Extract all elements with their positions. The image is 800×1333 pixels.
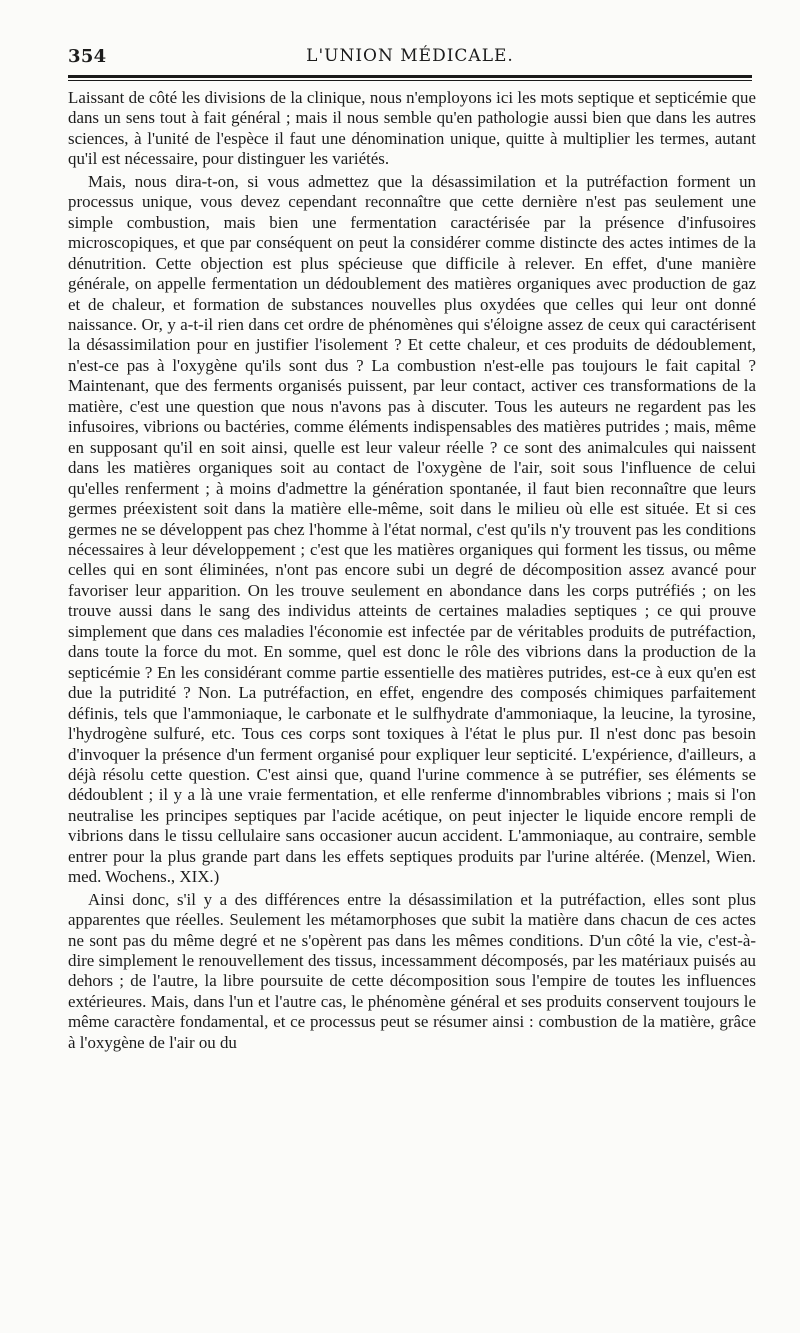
header-rule-thick <box>68 75 752 78</box>
page-header <box>68 44 752 78</box>
paragraph-2: Mais, nous dira-t-on, si vous admettez que la désassimilation et la putréfaction forment un processus unique, vous devez cependant reconnaître que cette dernière n'est pas seulement une simple combustion, mais bien une fermentation caractérisée par la présence d'infusoires microscopiques, et que par conséquent on peut la considérer comme distincte des actes intimes de la dénutrition. Cette objection est plus spécieuse que difficile à relever. En effet, d'une manière générale, on appelle fermentation un dédoublement des matières organiques avec production de gaz et de chaleur, et formation de substances nouvelles plus oxydées que celles qui leur ont donné naissance. Or, y a-t-il rien dans cet ordre de phénomènes qui s'éloigne assez de ceux qui caractérisent la désassimilation pour en justifier l'isolement ? Et cette chaleur, et ces produits de dédoublement, n'est-ce pas à l'oxygène qu'ils sont dus ? La combustion n'est-elle pas toujours le fait capital ? Maintenant, que des ferments organisés puissent, par leur contact, activer ces transformations de la matière, c'est une question que nous n'avons pas à discuter. Tous les auteurs ne regardent pas les infusoires, vibrions ou bactéries, comme éléments indispensables des matières putrides ; mais, même en supposant qu'il en soit ainsi, quelle est leur valeur réelle ? ce sont des animalcules qui naissent dans les matières organiques soit au contact de l'oxygène de l'air, soit sous l'influence de celui qu'elles renferment ; à moins d'admettre la génération spontanée, il faut bien reconnaître que leurs germes préexistent soit dans la matière elle-même, soit dans le milieu où elle est située. Et si ces germes ne se développent pas chez l'homme à l'état normal, c'est qu'ils n'y trouvent pas les conditions nécessaires à leur développement ; c'est que les matières organiques qui forment les tissus, ou même celles qui en sont éliminées, n'ont pas encore subi un degré de décomposition assez avancé pour favoriser leur apparition. On les trouve seulement en abondance dans les corps putréfiés ; on les trouve aussi dans le sang des individus atteints de certaines maladies septiques ; ce qui prouve simplement que dans ces maladies l'économie est infectée par de véritables produits de putréfaction, dans toute la force du mot. En somme, quel est donc le rôle des vibrions dans la production de la septicémie ? En les considérant comme partie essentielle des matières putrides, est-ce à eux qu'en est due la putridité ? Non. La putréfaction, en effet, engendre des composés chimiques parfaitement définis, tels que l'ammoniaque, le carbonate et le sulfhydrate d'ammoniaque, la leucine, la tyrosine, l'hydrogène sulfuré, etc. Tous ces corps sont toxiques à l'état le plus pur. Il n'est donc pas besoin d'invoquer la présence d'un ferment organisé pour expliquer leur septicité. L'expérience, d'ailleurs, a déjà résolu cette question. C'est ainsi que, quand l'urine commence à se putréfier, ses éléments se dédoublent ; il y a là une vraie fermentation, et elle renferme d'innombrables vibrions ; mais si l'on neutralise les principes septiques par l'acide acétique, on peut injecter le liquide encore rempli de vibrions dans le tissu cellulaire sans occasioner aucun accident. L'ammoniaque, au contraire, semble entrer pour la plus grande part dans les effets septiques produits par l'urine altérée. (Menzel, Wien. med. Wochens., XIX.) <box>68 171 756 887</box>
paragraph-3: Ainsi donc, s'il y a des différences entre la désassimilation et la putréfaction, elles sont plus apparentes que réelles. Seulement les métamorphoses que subit la matière dans chacun de ces actes ne sont pas du même degré et ne s'opèrent pas dans les mêmes conditions. D'un côté la vie, c'est-à-dire simplement le renouvellement des tissus, incessamment décomposés, par les matériaux puisés au dehors ; de l'autre, la libre poursuite de cette décomposition sous l'empire de toutes les influences extérieures. Mais, dans l'un et l'autre cas, le phénomène général et ses produits conservent toujours le même caractère fondamental, et ce processus peut se résumer ainsi : combustion de la matière, grâce à l'oxygène de l'air ou du <box>68 889 756 1052</box>
page-number: 354 <box>68 46 107 67</box>
paragraph-1: Laissant de côté les divisions de la clinique, nous n'employons ici les mots septique et septicémie que dans un sens tout à fait général ; mais il nous semble qu'en pathologie aussi bien que dans les autres sciences, à l'unité de l'espèce il faut une dénomination unique, quitte à multiplier les termes, autant qu'il est nécessaire, pour distinguer les variétés. <box>68 88 756 169</box>
header-rule-thin <box>68 80 752 81</box>
article-body <box>68 88 756 1053</box>
running-head: L'UNION MÉDICALE. <box>306 46 514 66</box>
